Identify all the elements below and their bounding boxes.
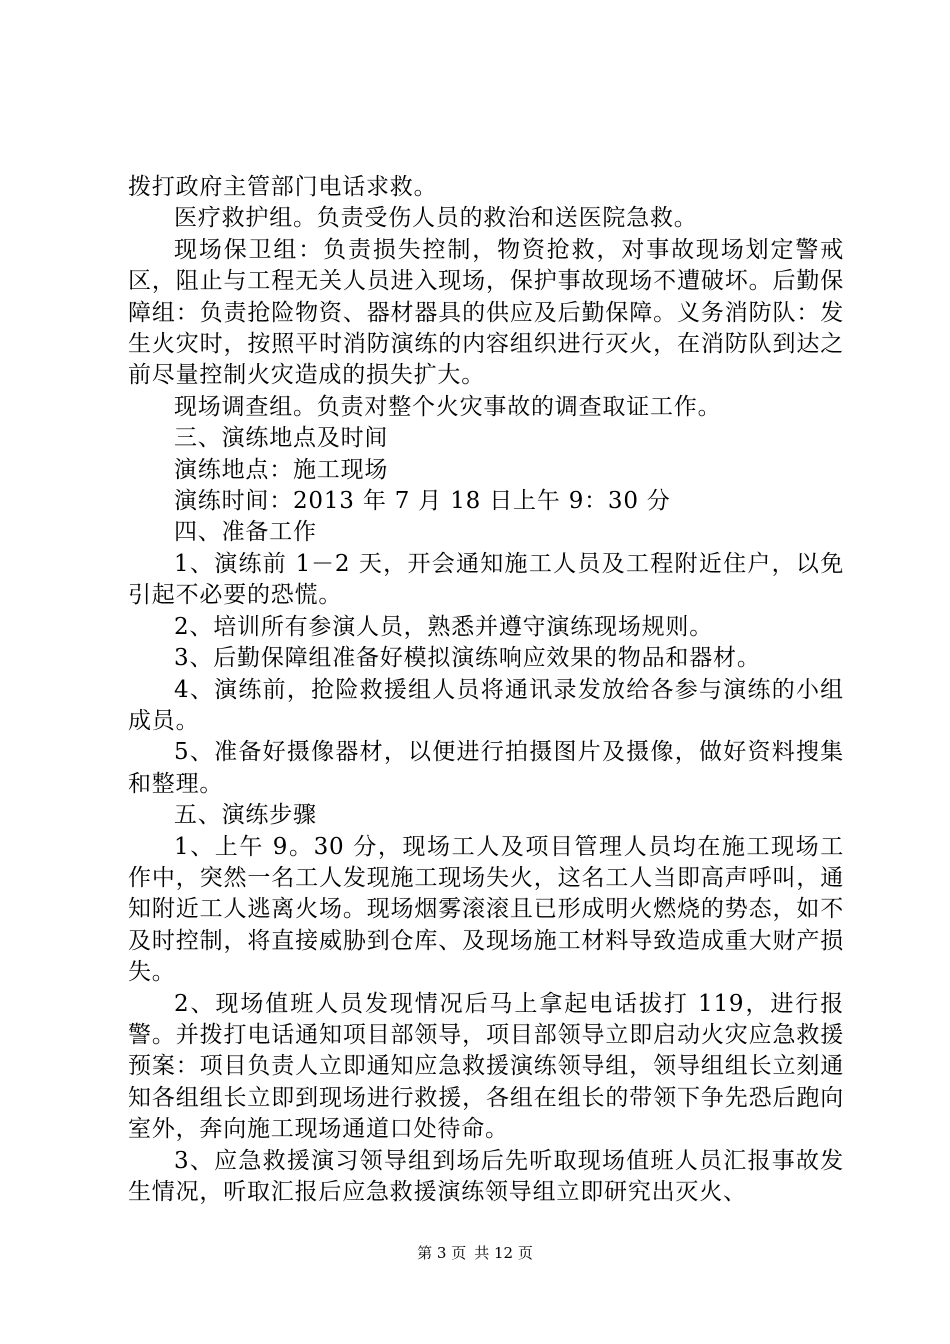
- step-item-2: 2、现场值班人员发现情况后马上拿起电话拔打 119，进行报警。并拨打电话通知项目部领导，项目部领导立即启动火灾应急救援预案：项目负责人立即通知应急救援演练领导组，领导组组长立刻通知各组组长立即到现场进行救援，各组在组长的带领下争先恐后跑向室外，奔向施工现场通道口处待命。: [128, 990, 844, 1143]
- section-heading-4: 四、准备工作: [174, 519, 317, 546]
- section-heading-5: 五、演练步骤: [174, 802, 317, 829]
- page-footer: [0, 1243, 950, 1263]
- step-item-1: 1、上午 9。30 分，现场工人及项目管理人员均在施工现场工作中，突然一名工人发现施工现场失火，这名工人当即高声呼叫，通知附近工人逃离火场。现场烟雾滚滚且已形成明火燃烧的势态，如不及时控制，将直接威胁到仓库、及现场施工材料导致造成重大财产损失。: [128, 833, 844, 986]
- step-item-3: 3、应急救援演习领导组到场后先听取现场值班人员汇报事故发生情况，听取汇报后应急救援演练领导组立即研究出灭火、: [128, 1147, 844, 1205]
- prep-item-4: 4、演练前，抢险救援组人员将通讯录发放给各参与演练的小组成员。: [128, 676, 844, 734]
- prep-item-2: 2、培训所有参演人员，熟悉并遵守演练现场规则。: [174, 613, 714, 640]
- paragraph-3: 现场保卫组：负责损失控制，物资抢救，对事故现场划定警戒区，阻止与工程无关人员进入现场，保护事故现场不遭破坏。后勤保障组：负责抢险物资、器材器具的供应及后勤保障。义务消防队：发生火灾时，按照平时消防演练的内容组织进行灭火，在消防队到达之前尽量控制火灾造成的损失扩大。: [128, 236, 844, 389]
- paragraph-4: 现场调查组。负责对整个火灾事故的调查取证工作。: [174, 393, 722, 420]
- paragraph-1: 拨打政府主管部门电话求救。: [128, 174, 438, 200]
- prep-item-5: 5、准备好摄像器材，以便进行拍摄图片及摄像，做好资料搜集和整理。: [128, 739, 844, 797]
- page-number-total: 共 12 页: [474, 1244, 533, 1262]
- prep-item-1: 1、演练前 1－2 天，开会通知施工人员及工程附近住户，以免引起不必要的恐慌。: [128, 550, 844, 609]
- document-body: [128, 172, 844, 1208]
- section-heading-3: 三、演练地点及时间: [174, 425, 389, 452]
- page-number-current: 第 3 页: [417, 1244, 467, 1262]
- paragraph-location: 演练地点：施工现场: [174, 456, 389, 483]
- paragraph-time: 演练时间：2013 年 7 月 18 日上午 9：30 分: [174, 488, 671, 515]
- paragraph-2: 医疗救护组。负责受伤人员的救治和送医院急救。: [174, 205, 698, 232]
- prep-item-3: 3、后勤保障组准备好模拟演练响应效果的物品和器材。: [174, 645, 761, 672]
